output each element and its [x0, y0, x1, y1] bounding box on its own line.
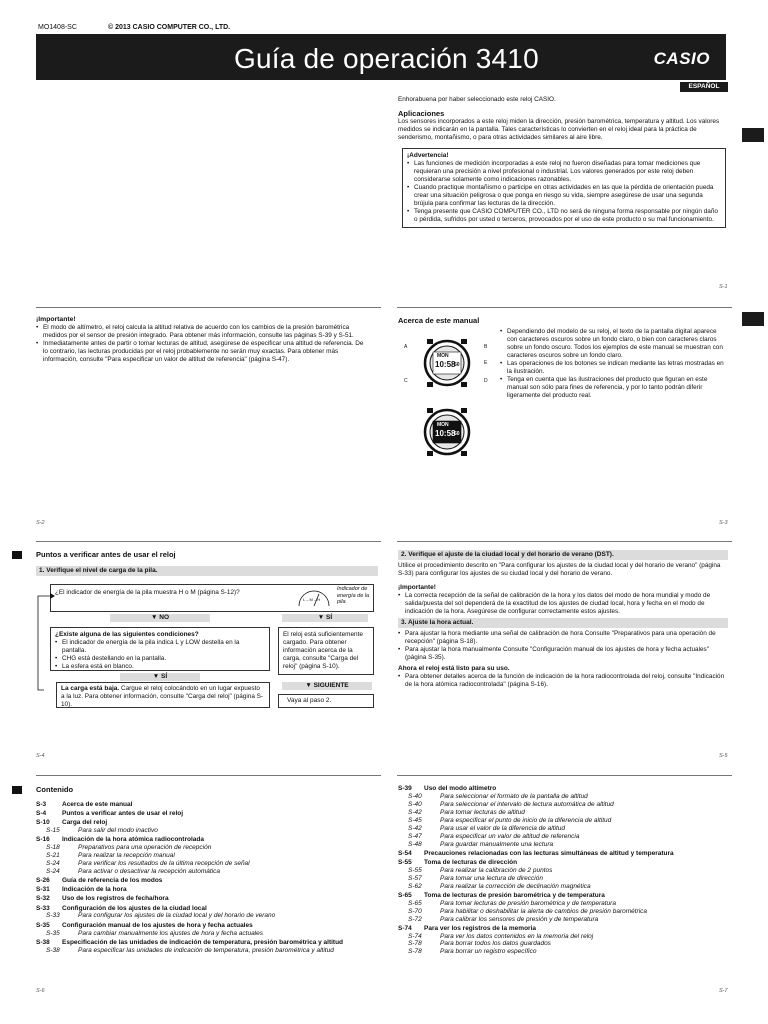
toc-entry[interactable] — [398, 859, 733, 867]
toc-entry-title: Para seleccionar el formato de la pantalla de altitud — [440, 793, 588, 801]
step3-label: 3. Ajuste la hora actual. — [398, 618, 728, 628]
yes-label: SÍ — [161, 673, 168, 680]
toc-entry-title: Uso de los registros de fecha/hora — [62, 895, 169, 903]
manual-notes — [500, 328, 726, 400]
conditions-box — [50, 627, 270, 671]
ready-heading: Ahora el reloj está listo para su uso. — [398, 665, 510, 672]
toc-subentry[interactable] — [398, 908, 733, 916]
toc-entry-title: Acerca de este manual — [62, 801, 133, 809]
arrow-down-icon: ▼ — [151, 614, 160, 621]
toc-page-ref: S-24 — [46, 860, 60, 868]
question-text: ¿El indicador de energía de la pila muestra H o M (página S-12)? — [55, 589, 240, 596]
button-label: E — [484, 360, 488, 366]
toc-page-ref: S-40 — [408, 801, 422, 809]
toc-entry-title: Para guardar manualmente una lectura — [440, 840, 554, 848]
doc-code: MO1408-SC — [38, 24, 77, 31]
manual-item: • Tenga en cuenta que las ilustraciones del producto que figuran en este manual son sólo para fines de referencia, y por lo tanto podrán diferir ligeramente del producto real. — [500, 376, 726, 400]
warning-item: • Cuando practique montañismo o participe en otras actividades en las que la pérdida de orientación pueda crear una situación peligrosa o que ponga en riesgo su vida, siempre asegúrese de usar una segunda brújula para confirmar las lecturas de la dirección. — [407, 184, 721, 208]
toc-entry-title: Para tomar una lectura de dirección — [440, 874, 543, 882]
yes-label: SÍ — [326, 614, 333, 621]
toc-subentry[interactable] — [36, 868, 381, 876]
toc-entry-title: Para especificar un valor de altitud de referencia — [440, 832, 580, 840]
toc-entry[interactable] — [36, 939, 381, 947]
toc-entry-title: Uso del modo altímetro — [424, 785, 497, 793]
toc-page-ref: S-33 — [36, 904, 50, 912]
arrow-down-icon: ▼ — [152, 673, 162, 680]
title-bar — [36, 34, 726, 80]
condition-item: • CHG está destellando en la pantalla. — [55, 655, 265, 663]
apps-heading: Aplicaciones — [398, 109, 445, 118]
toc-entry-title: Puntos a verificar antes de usar el reloj — [62, 810, 184, 818]
toc-page-ref: S-16 — [36, 836, 50, 844]
ready-list — [398, 673, 728, 689]
toc-page-ref: S-57 — [408, 874, 422, 882]
toc-subentry[interactable] — [398, 817, 733, 825]
warning-box — [402, 148, 726, 228]
toc-entry[interactable] — [398, 892, 733, 900]
toc-entry-title: Para ver los datos contenidos en la memoria del reloj — [440, 932, 594, 940]
watch-time: 10:58 — [435, 429, 456, 438]
toc-subentry[interactable] — [398, 916, 733, 924]
battery-label: Indicador de energía de la pila — [337, 586, 370, 606]
watch-seconds: 50 — [454, 362, 460, 368]
toc-page-ref: S-33 — [46, 912, 60, 920]
toc-entry-title: Para verificar los resultados de la última recepción de señal — [78, 860, 250, 868]
divider — [36, 307, 381, 308]
step3-item: • Para ajustar la hora manualmente Consulte "Configuración manual de los ajustes de hora y fecha actuales" (página S-35). — [398, 646, 728, 662]
watch-day: MON — [437, 422, 449, 428]
important-list — [36, 324, 366, 364]
warning-heading: ¡Advertencia! — [407, 152, 449, 160]
divider — [397, 541, 732, 542]
toc-entry-title: Para configurar los ajustes de la ciudad local y del horario de verano — [78, 912, 276, 920]
toc-entry-title: Para salir del modo inactivo — [78, 827, 158, 835]
toc-entry-title: Para calibrar los sensores de presión y de temperatura — [440, 915, 599, 923]
toc-subentry[interactable] — [36, 947, 381, 955]
next-label: SIGUIENTE — [313, 682, 349, 689]
casio-logo: CASIO — [653, 49, 710, 68]
page-title: Guía de operación 3410 — [234, 43, 539, 74]
toc-page-ref: S-15 — [46, 827, 60, 835]
low-charge-heading: La carga está baja. — [61, 685, 120, 692]
toc-page-ref: S-18 — [46, 844, 60, 852]
toc-page-ref: S-78 — [408, 940, 422, 948]
toc-subentry[interactable] — [398, 900, 733, 908]
toc-entry-title: Indicación de la hora atómica radiocontrolada — [62, 836, 204, 844]
manual-list — [500, 328, 726, 400]
toc-heading: Contenido — [36, 785, 74, 794]
toc-entry-title: Para tomar lecturas de altitud — [440, 808, 525, 816]
toc-subentry[interactable] — [36, 930, 381, 938]
toc-entry[interactable] — [36, 810, 381, 818]
toc-page-ref: S-54 — [398, 849, 412, 857]
conditions-heading: ¿Existe alguna de las siguientes condiciones? — [55, 631, 199, 638]
page-s1 — [398, 96, 730, 228]
watch-illustration — [404, 330, 490, 466]
toc-page-ref: S-65 — [408, 899, 422, 907]
watch-seconds: 50 — [454, 431, 460, 437]
toc-subentry[interactable] — [398, 801, 733, 809]
toc-page-ref: S-74 — [398, 924, 412, 932]
toc-page-ref: S-78 — [408, 948, 422, 956]
toc-entry-title: Para seleccionar el intervalo de lectura automática de altitud — [440, 801, 614, 809]
toc-subentry[interactable] — [398, 940, 733, 948]
toc-subentry[interactable] — [398, 833, 733, 841]
conditions-list — [55, 639, 265, 671]
toc-right-column — [398, 784, 733, 956]
toc-page-ref: S-74 — [408, 932, 422, 940]
toc-page-ref: S-38 — [46, 946, 60, 954]
arrow-down-icon: ▼ — [317, 614, 327, 621]
side-tab-2 — [742, 312, 764, 326]
important-heading: ¡Importante! — [398, 584, 436, 591]
toc-page-ref: S-35 — [46, 929, 60, 937]
toc-page-ref: S-31 — [36, 886, 50, 894]
toc-entry-title: Preparativos para una operación de recepción — [78, 844, 212, 852]
toc-subentry[interactable] — [398, 933, 733, 941]
divider — [397, 307, 732, 308]
toc-entry-title: Carga del reloj — [62, 819, 108, 827]
toc-subentry[interactable] — [398, 875, 733, 883]
toc-page-ref: S-42 — [408, 824, 422, 832]
important-heading: ¡Importante! — [36, 316, 76, 323]
condition-item: • La esfera está en blanco. — [55, 663, 265, 671]
toc-entry-title: Toma de lecturas de presión barométrica y de temperatura — [424, 891, 605, 899]
arrow-down-icon: ▼ — [305, 682, 314, 689]
toc-page-ref: S-39 — [398, 785, 412, 793]
low-charge-box — [56, 682, 270, 708]
step3-item: • Para ajustar la hora mediante una señal de calibración de hora Consulte "Preparativos para una operación de recepción" (página S-18). — [398, 630, 728, 646]
toc-entry[interactable] — [36, 905, 381, 913]
watch-time: 10:58 — [435, 360, 456, 369]
toc-page-ref: S-48 — [408, 840, 422, 848]
toc-page-ref: S-10 — [36, 819, 50, 827]
section-marker — [12, 786, 22, 794]
toc-page-ref: S-3 — [36, 801, 47, 809]
toc-subentry[interactable] — [36, 852, 381, 860]
yes-bar-2 — [120, 673, 200, 681]
page-number: S-4 — [36, 753, 45, 759]
toc-entry-title: Para tomar lecturas de presión barométrica y de temperatura — [440, 899, 616, 907]
toc-entry-title: Precauciones relacionadas con las lecturas simultáneas de altitud y temperatura — [424, 849, 674, 857]
toc-entry-title: Para ver los registros de la memoria — [424, 924, 536, 932]
toc-entry-title: Indicación de la hora — [62, 886, 127, 894]
warning-item: • Tenga presente que CASIO COMPUTER CO., LTD no será de ninguna forma responsable por ningún daño o pérdida, sufridos por usted o terceros, provocados por el uso de este producto o su mal funcionamiento. — [407, 208, 721, 224]
button-label: D — [484, 378, 488, 384]
toc-entry[interactable] — [36, 801, 381, 809]
toc-entry-title: Especificación de las unidades de indicación de temperatura, presión barométrica y altitud — [62, 938, 344, 946]
toc-entry-title: Para especificar las unidades de indicación de temperatura, presión barométrica y altitud — [78, 946, 334, 954]
toc-entry[interactable] — [36, 895, 381, 903]
toc-entry-title: Para usar el valor de la diferencia de altitud — [440, 824, 566, 832]
charged-box: El reloj está suficientemente cargado. Para obtener información acerca de la carga, consulte "Carga del reloj" (página S-10). — [278, 627, 374, 675]
step1-label: 1. Verifique el nivel de carga de la pila. — [36, 566, 378, 576]
toc-entry-title: Para realizar la recepción manual — [78, 852, 175, 860]
toc-page-ref: S-72 — [408, 915, 422, 923]
toc-entry-title: Para borrar un registro específico — [440, 948, 537, 956]
button-label: B — [484, 344, 488, 350]
intro-text: Enhorabuena por haber seleccionado este reloj CASIO. — [398, 96, 556, 103]
toc-entry-title: Para realizar la calibración de 2 puntos — [440, 866, 553, 874]
ready-item: • Para obtener detalles acerca de la función de indicación de la hora radiocontrolada del reloj, consulte "Indicación de la hora atómica radiocontrolada" (página S-16). — [398, 673, 728, 689]
page-number: S-3 — [719, 520, 728, 526]
page-s2 — [36, 316, 366, 364]
toc-entry-title: Para cambiar manualmente los ajustes de hora y fecha actuales — [78, 929, 263, 937]
low-charge-text: Cargue el reloj colocándolo en un lugar expuesto a la luz. Para obtener información, consulte "Carga del reloj" (página S-10). — [61, 685, 264, 708]
toc-entry-title: Para activar o desactivar la recepción automática — [78, 868, 220, 876]
check-heading: Puntos a verificar antes de usar el reloj — [36, 550, 176, 559]
condition-item: • El indicador de energía de la pila indica L y LOW destella en la pantalla. — [55, 639, 265, 655]
toc-subentry[interactable] — [398, 793, 733, 801]
toc-subentry[interactable] — [398, 948, 733, 956]
toc-left-column — [36, 800, 381, 954]
toc-entry-title: Para realizar la corrección de declinación magnética — [440, 882, 591, 890]
toc-entry[interactable] — [398, 850, 733, 858]
divider — [397, 775, 732, 776]
toc-entry[interactable] — [36, 836, 381, 844]
divider — [36, 541, 381, 542]
page-number: S-7 — [719, 988, 728, 994]
manual-heading: Acerca de este manual — [398, 316, 480, 325]
watch-day: MON — [437, 353, 449, 359]
toc-entry-title: Para especificar el punto de inicio de la diferencia de altitud — [440, 816, 612, 824]
no-label: NO — [159, 614, 169, 621]
toc-subentry[interactable] — [398, 809, 733, 817]
side-tab-1 — [742, 128, 764, 142]
manual-item: • Dependiendo del modelo de su reloj, el texto de la pantalla digital aparece con caracteres oscuros sobre un fondo claro, o bien con caracteres claros sobre un fondo oscuro. Todos los ejemplos de este manual se muestran con caracteres oscuros sobre un fondo claro. — [500, 328, 726, 360]
toc-page-ref: S-35 — [36, 921, 50, 929]
toc-subentry[interactable] — [36, 827, 381, 835]
toc-entry[interactable] — [36, 877, 381, 885]
toc-entry[interactable] — [398, 785, 733, 793]
toc-subentry[interactable] — [398, 867, 733, 875]
step3-list — [398, 630, 728, 662]
divider — [36, 775, 381, 776]
yes-bar — [282, 614, 368, 622]
toc-page-ref: S-40 — [408, 793, 422, 801]
toc-page-ref: S-24 — [46, 868, 60, 876]
apps-text: Los sensores incorporados a este reloj miden la dirección, presión barométrica, temperatura y altitud. Los valores medidos se indicarán en la pantalla. Tales características lo convierten en el reloj ideal para la práctica de senderismo, montañismo, o para otras actividades similares al aire libre. — [398, 118, 720, 142]
toc-entry[interactable] — [398, 925, 733, 933]
toc-page-ref: S-47 — [408, 832, 422, 840]
toc-entry-title: Guía de referencia de los modos — [62, 877, 163, 885]
watch-illustrations — [404, 330, 490, 466]
step2-text: Utilice el procedimiento descrito en "Para configurar los ajustes de la ciudad local y del horario de verano" (página S-33) para configurar los ajustes de su ciudad local y del horario de verano. — [398, 562, 721, 577]
page-number: S-5 — [719, 753, 728, 759]
step2-label: 2. Verifique el ajuste de la ciudad local y del horario de verano (DST). — [398, 550, 728, 560]
battery-scale: L – M – H — [303, 597, 321, 602]
question-box — [50, 584, 374, 612]
toc-page-ref: S-38 — [36, 938, 50, 946]
toc-subentry[interactable] — [398, 825, 733, 833]
toc-entry-title: Toma de lecturas de dirección — [424, 858, 518, 866]
toc-page-ref: S-65 — [398, 891, 412, 899]
page-number: S-2 — [36, 520, 45, 526]
manual-item: • Las operaciones de los botones se indican mediante las letras mostradas en la ilustración. — [500, 360, 726, 376]
toc-subentry[interactable] — [398, 841, 733, 849]
toc-page-ref: S-55 — [408, 866, 422, 874]
warning-list — [407, 160, 721, 224]
important-list — [398, 592, 728, 616]
section-marker — [12, 551, 22, 559]
toc-page-ref: S-55 — [398, 858, 412, 866]
toc-subentry[interactable] — [398, 883, 733, 891]
important-item: • Inmediatamente antes de partir o tomar lecturas de altitud, asegúrese de especificar una altitud de referencia. De lo contrario, las lecturas producidas por el reloj probablemente no serán muy exactas. Para obtener más información, consulte "Para especificar un valor de altitud de referencia" (página S-47). — [36, 340, 366, 364]
toc-entry[interactable] — [36, 922, 381, 930]
toc-page-ref: S-70 — [408, 907, 422, 915]
goto-box: Vaya al paso 2. — [278, 694, 374, 708]
toc-page-ref: S-62 — [408, 882, 422, 890]
important-item: • La correcta recepción de la señal de calibración de la hora y los datos del modo de hora mundial y modo de salida/puesta del sol dependerá de la exactitud de los ajustes de ciudad local, hora y fecha en el modo de indicación de la hora. Asegúrese de configurar correctamente estos ajustes. — [398, 592, 728, 616]
toc-subentry[interactable] — [36, 860, 381, 868]
toc-entry[interactable] — [36, 819, 381, 827]
copyright: © 2013 CASIO COMPUTER CO., LTD. — [108, 24, 231, 31]
toc-entry-title: Configuración manual de los ajustes de hora y fecha actuales — [62, 921, 253, 929]
no-bar — [110, 614, 210, 622]
button-label: C — [404, 378, 408, 384]
toc-entry[interactable] — [36, 886, 381, 894]
important-item: • El modo de altímetro, el reloj calcula la altitud relativa de acuerdo con los cambios de la presión barométrica medidos por el sensor de presión integrado. Para obtener más información, consulte las páginas S-39 y S-51. — [36, 324, 366, 340]
toc-page-ref: S-32 — [36, 895, 50, 903]
warning-item: • Las funciones de medición incorporadas a este reloj no fueron diseñadas para tomar mediciones que requieran una precisión a nivel profesional o industrial. Los valores generados por este reloj deben considerarse solamente como indicaciones razonables. — [407, 160, 721, 184]
toc-entry-title: Configuración de los ajustes de la ciudad local — [62, 904, 207, 912]
language-tab: ESPAÑOL — [680, 82, 728, 92]
toc-subentry[interactable] — [36, 844, 381, 852]
toc-page-ref: S-4 — [36, 810, 47, 818]
toc-page-ref: S-45 — [408, 816, 422, 824]
toc-entry-title: Para borrar todos los datos guardados — [440, 940, 551, 948]
page-number: S-6 — [36, 988, 45, 994]
page-number: S-1 — [719, 284, 728, 290]
toc-page-ref: S-21 — [46, 852, 60, 860]
toc-subentry[interactable] — [36, 912, 381, 920]
toc-page-ref: S-42 — [408, 808, 422, 816]
toc-page-ref: S-26 — [36, 877, 50, 885]
button-label: A — [404, 344, 408, 350]
next-bar — [282, 682, 372, 690]
toc-entry-title: Para habilitar o deshabilitar la alerta de cambios de presión barométrica — [440, 907, 648, 915]
